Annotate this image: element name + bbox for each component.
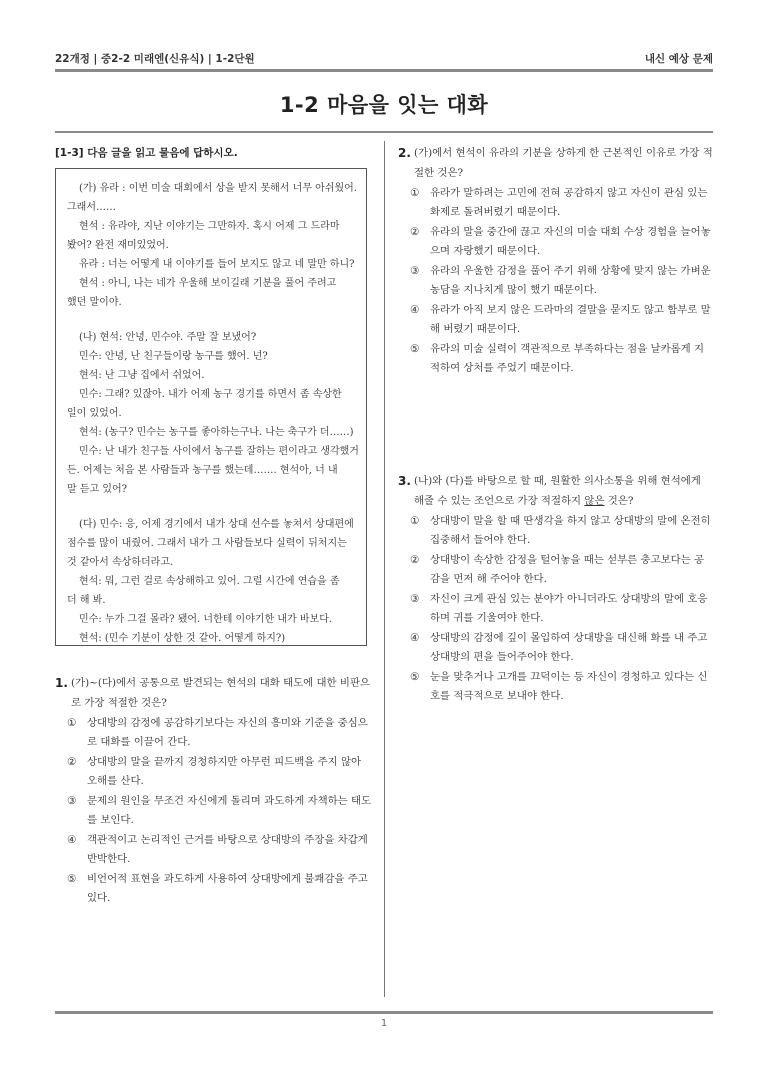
passage-line: 현석: 뭐, 그런 걸로 속상해하고 있어. 그럴 시간에 연습을 좀	[79, 576, 340, 587]
choice-5[interactable]	[398, 340, 714, 378]
choice-text: 객관적이고 논리적인 근거를 바탕으로 상대방의 주장을 차갑게 반박한다.	[87, 834, 368, 865]
choice-3[interactable]	[55, 792, 373, 830]
bottom-rule	[55, 1011, 713, 1014]
choice-text: 자신이 크게 관심 있는 분야가 아니더라도 상대방의 말에 호응하며 귀를 기울여야 한다.	[430, 593, 708, 624]
passage-line: 유라 : 너는 어떻게 내 이야기를 들어 보지도 않고 네 말만 하니?	[79, 259, 355, 270]
choice-marker: ①	[410, 515, 420, 527]
choice-4[interactable]	[398, 301, 714, 339]
passage-line: 현석 : 유라야, 지난 이야기는 그만하자. 혹시 어제 그 드라마	[79, 221, 340, 232]
passage-line: 민수: 그래? 있잖아. 내가 어제 농구 경기를 하면서 좀 속상한	[79, 389, 342, 400]
choice-text: 상대방의 감정에 깊이 몰입하여 상대방을 대신해 화를 내 주고 상대방의 편을 들어주어야 한다.	[430, 632, 708, 663]
choice-4[interactable]	[398, 629, 714, 667]
choice-2[interactable]	[55, 753, 373, 791]
passage-section-c	[67, 515, 355, 648]
choice-marker: ⑤	[410, 671, 420, 683]
choice-marker: ④	[67, 834, 77, 846]
choice-text: 문제의 원인을 무조건 자신에게 돌리며 과도하게 자책하는 태도를 보인다.	[87, 795, 372, 826]
question-number: 1.	[55, 676, 68, 690]
choice-marker: ①	[67, 717, 77, 729]
passage-section-b	[67, 328, 359, 499]
choice-2[interactable]	[398, 223, 714, 261]
choice-text: 유라의 미술 실력이 객관적으로 부족하다는 점을 날카롭게 지적하여 상처를 주었기 때문이다.	[430, 343, 705, 374]
passage-line: 현석: (농구? 민수는 농구를 좋아하는구나. 나는 축구가 더……)	[79, 427, 354, 438]
passage-line: (가) 유라 : 이번 미술 대회에서 상을 받지 못해서 너무 아쉬웠어.	[79, 183, 357, 194]
passage-line: 그래서……	[67, 202, 116, 213]
passage-line: (다) 민수: 응, 어제 경기에서 내가 상대 선수를 놓쳐서 상대편에	[79, 519, 354, 530]
passage-line: 더 해 봐.	[67, 595, 106, 606]
choice-marker: ③	[410, 593, 420, 605]
passage-line: 봤어? 완전 재미있었어.	[67, 240, 169, 251]
choice-1[interactable]	[398, 512, 714, 550]
question-stem	[414, 471, 714, 511]
choice-3[interactable]	[398, 590, 714, 628]
question-stem: (가)~(다)에서 공통으로 발견되는 현석의 대화 태도에 대한 비판으로 가장 적절한 것은?	[71, 677, 370, 709]
choice-2[interactable]	[398, 551, 714, 589]
choice-text: 유라의 말을 중간에 끊고 자신의 미술 대회 수상 경험을 늘어놓으며 자랑했기 때문이다.	[430, 226, 711, 257]
passage-line: 현석 : 아니, 나는 네가 우울해 보이길래 기분을 풀어 주려고	[79, 278, 337, 289]
passage-line: 했던 말이야.	[67, 297, 122, 308]
choice-4[interactable]	[55, 831, 373, 869]
top-rule	[55, 69, 713, 72]
question-number: 3.	[398, 474, 411, 488]
choice-marker: ①	[410, 187, 420, 199]
choice-5[interactable]	[398, 668, 714, 706]
column-divider	[384, 141, 385, 997]
choice-marker: ②	[410, 226, 420, 238]
choice-marker: ②	[410, 554, 420, 566]
question-1	[55, 673, 373, 908]
passage-line: 든. 어제는 처음 본 사람들과 농구를 했는데……. 현석아, 너 내	[67, 465, 338, 476]
choice-marker: ④	[410, 304, 420, 316]
page-title: 1-2 마음을 잇는 대화	[279, 93, 489, 117]
page-number: 1	[380, 1018, 388, 1029]
choice-text: 유라가 말하려는 고민에 전혀 공감하지 않고 자신이 관심 있는 화제로 돌려버렸기 때문이다.	[430, 187, 708, 218]
passage-line: 민수: 안녕, 난 친구들이랑 농구를 했어. 넌?	[79, 351, 268, 362]
passage-section-a	[67, 179, 355, 312]
passage-line: 민수: 누가 그걸 몰라? 됐어. 너한테 이야기한 내가 바보다.	[79, 614, 333, 625]
choice-1[interactable]	[398, 184, 714, 222]
passage-box	[55, 168, 367, 646]
choice-marker: ②	[67, 756, 77, 768]
choice-marker: ④	[410, 632, 420, 644]
instruction: [1-3] 다음 글을 읽고 물음에 답하시오.	[55, 147, 238, 159]
passage-line: (나) 현석: 안녕, 민수야. 주말 잘 보냈어?	[79, 332, 257, 343]
title-rule	[55, 131, 713, 133]
question-2	[398, 143, 714, 378]
header-label: 내신 예상 문제	[644, 53, 713, 65]
choice-text: 유라가 아직 보지 않은 드라마의 결말을 묻지도 않고 함부로 말해 버렸기 때문이다.	[430, 304, 711, 335]
stem-underlined: 않은	[584, 495, 605, 507]
choice-marker: ⑤	[410, 343, 420, 355]
choice-text: 상대방이 말을 할 때 딴생각을 하지 않고 상대방의 말에 온전히 집중해서 들어야 한다.	[430, 515, 711, 546]
choice-text: 상대방이 속상한 감정을 털어놓을 때는 섣부른 충고보다는 공감을 먼저 해 주어야 한다.	[430, 554, 705, 585]
passage-line: 민수: 난 내가 친구들 사이에서 농구를 잘하는 편이라고 생각했거	[79, 446, 359, 457]
question-number: 2.	[398, 146, 411, 160]
passage-line: 것 같아서 속상하더라고.	[67, 557, 174, 568]
header-breadcrumb: 22개정 | 중2-2 미래엔(신유식) | 1-2단원	[55, 53, 255, 65]
passage-line: 말 듣고 있어?	[67, 484, 128, 495]
choice-3[interactable]	[398, 262, 714, 300]
passage-line: 현석: (민수 기분이 상한 것 같아. 어떻게 하지?)	[79, 633, 286, 644]
choice-marker: ⑤	[67, 873, 77, 885]
passage-line: 일이 있었어.	[67, 408, 122, 419]
question-stem: (가)에서 현석이 유라의 기분을 상하게 한 근본적인 이유로 가장 적절한 것은?	[414, 147, 713, 179]
choice-text: 유라의 우울한 감정을 풀어 주기 위해 상황에 맞지 않는 가벼운 농담을 지나치게 많이 했기 때문이다.	[430, 265, 711, 296]
choice-text: 상대방의 말을 끝까지 경청하지만 아무런 피드백을 주지 않아 오해를 산다.	[87, 756, 362, 787]
choice-marker: ③	[410, 265, 420, 277]
choice-marker: ③	[67, 795, 77, 807]
choice-5[interactable]	[55, 870, 373, 908]
choice-text: 눈을 맞추거나 고개를 끄덕이는 등 자신이 경청하고 있다는 신호를 적극적으로 보내야 한다.	[430, 671, 708, 702]
stem-text-end: 것은?	[604, 495, 634, 507]
question-3	[398, 471, 714, 706]
choice-1[interactable]	[55, 714, 373, 752]
passage-line: 점수를 많이 내줬어. 그래서 내가 그 사람들보다 실력이 뒤처지는	[67, 538, 347, 549]
stem-text: (나)와 (다)를 바탕으로 할 때, 원활한 의사소통을 위해 현석에게 해줄 수 있는 조언으로 가장 적절하지	[414, 475, 701, 507]
passage-line: 현석: 난 그냥 집에서 쉬었어.	[79, 370, 205, 381]
choice-text: 비언어적 표현을 과도하게 사용하여 상대방에게 불쾌감을 주고 있다.	[87, 873, 368, 904]
choice-text: 상대방의 감정에 공감하기보다는 자신의 흥미와 기준을 중심으로 대화를 이끌어 간다.	[87, 717, 368, 748]
